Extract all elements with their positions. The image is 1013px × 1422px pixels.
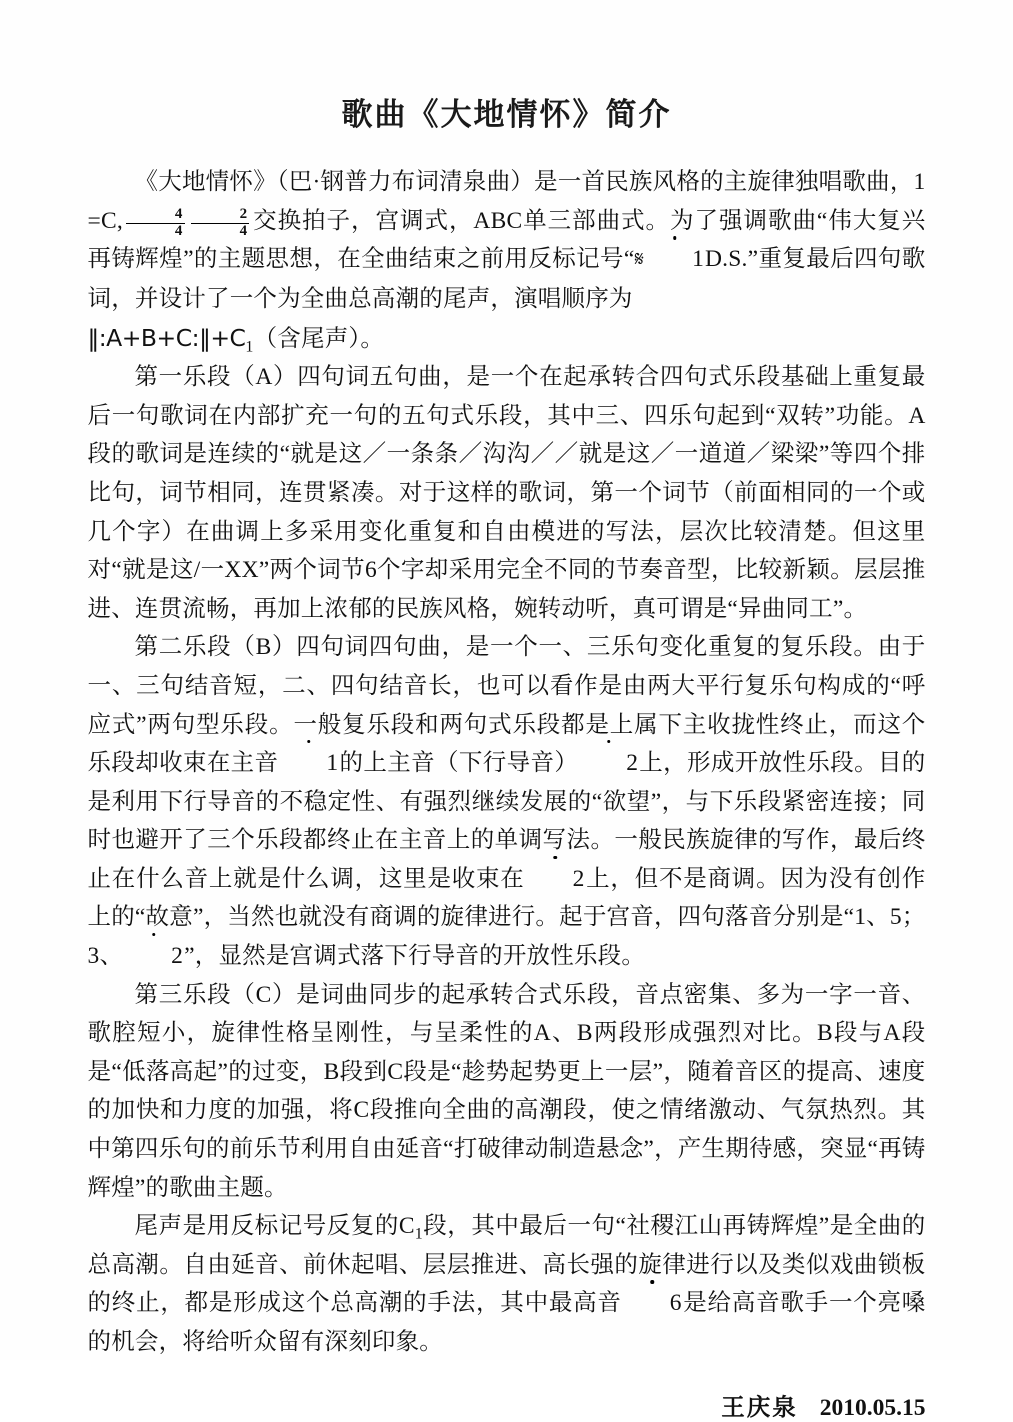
time-signature-2-4-numerator: 2 (191, 207, 250, 224)
section-b-text-part-1: 第二乐段（B）四句词四句曲，是一个一、三乐句变化重复的复乐段。由于一、三句结音短，二、四句结音长，也可以看作是由两大平行复乐句构成的“呼应式”两句型乐段。一般复乐段和两句式乐段都是上属下主收拢性终止，而这个乐段却收束在主音 (87, 634, 926, 777)
author-name: 王庆泉 (721, 1394, 798, 1421)
jianpu-note-re-high-1: 2 (578, 744, 639, 783)
intro-text-part-1: 《大地情怀》（巴·钢普力布词清泉曲）是一首民族风格的主旋律独唱歌曲，1=C, (87, 169, 926, 234)
paragraph-coda (88, 1207, 926, 1361)
ds-jianpu-note: 1 (644, 240, 705, 279)
jianpu-note-la-high: 6 (622, 1284, 683, 1323)
page-title: 歌曲《大地情怀》简介 (341, 97, 672, 132)
performance-sequence-suffix: （含尾声）。 (253, 325, 385, 352)
performance-sequence-prefix: ‖:A+B+C:‖+C (87, 323, 246, 352)
paragraph-section-b (88, 628, 926, 975)
section-b-text-part-2: 的上主音（下行导音） (339, 750, 579, 777)
coda-section-subscript: 1 (414, 1225, 423, 1243)
time-signature-4-4 (126, 207, 185, 240)
document-date: 2010.05.15 (819, 1394, 926, 1421)
section-b-text-part-4: 上，但不是商调。因为没有创作上的“故意”，当然也就没有商调的旋律进行。起于宫音，四句落音分别是“1、5；3、 (87, 865, 926, 970)
segno-icon: 𝄋 (634, 247, 645, 273)
intro-text-part-3: 重复最后四句歌词，并设计了一个为全曲总高潮的尾声，演唱顺序为 (87, 246, 926, 312)
jianpu-note-do-high: 1 (278, 744, 339, 783)
time-signature-2-4-denominator: 4 (239, 222, 248, 239)
time-signature-4-4-denominator: 4 (174, 222, 183, 239)
intro-text-part-2: 交换拍子，宫调式，ABC单三部曲式。为了强调歌曲“伟大复兴再铸辉煌”的主题思想，在全曲结束之前用反标记号“ (87, 207, 926, 273)
paragraph-section-a: 第一乐段（A）四句词五句曲，是一个在起承转合四句式乐段基础上重复最后一句歌词在内部扩充一句的五句式乐段，其中三、四乐句起到“双转”功能。A段的歌词是连续的“就是这／一条条／沟沟／／就是这／一道道／梁梁”等四个排比句，词节相同，连贯紧凑。对于这样的歌词，第一个词节（前面相同的一个或几个字）在曲调上多采用变化重复和自由模进的写法，层次比较清楚。但这里对“就是这/一XX”两个词节6个字却采用完全不同的节奏音型，比较新颖。层层推进、连贯流畅，再加上浓郁的民族风格，婉转动听，真可谓是“异曲同工”。 (87, 364, 926, 622)
time-signature-4-4-numerator: 4 (126, 207, 185, 224)
article-body (88, 133, 926, 1361)
jianpu-note-re-high-3: 2 (123, 937, 184, 976)
paragraph-section-c: 第三乐段（C）是词曲同步的起承转合式乐段，音点密集、多为一字一音、歌腔短小，旋律性格呈刚性，与呈柔性的A、B两段形成强烈对比。B段与A段是“低落高起”的过变，B段到C段是“趁势起势更上一层”，随着音区的提高、速度的加快和力度的加强，将C段推向全曲的高潮段，使之情绪激动、气氛热烈。其中第四乐句的前乐节利用自由延音“打破律动制造悬念”，产生期待感，突显“再铸辉煌”的歌曲主题。 (87, 981, 926, 1201)
paragraph-intro (88, 163, 926, 358)
coda-text-part-1: 尾声是用反标记号反复的C (134, 1213, 415, 1240)
coda-text-part-3: 是给高音歌手一个亮嗓的机会，将给听众留有深刻印象。 (87, 1290, 926, 1355)
jianpu-note-re-high-2: 2 (525, 860, 586, 899)
section-b-text-part-3: 上，形成开放性乐段。目的是利用下行导音的不稳定性、有强烈继续发展的“欲望”，与下乐段紧密连接；同时也避开了三个乐段都终止在主音上的单调写法。一般民族旋律的写作，最后终止在什么音上就是什么调，这里是收束在 (87, 750, 926, 892)
ds-label: D.S.” (705, 246, 759, 273)
performance-sequence-subscript: 1 (245, 338, 254, 356)
signature-line (88, 1362, 926, 1422)
coda-text-part-2: 段，其中最后一句“社稷江山再铸辉煌”是全曲的总高潮。自由延音、前休起唱、层层推进、高长强的旋律进行以及类似戏曲锁板的终止，都是形成这个总高潮的手法，其中最高音 (87, 1213, 926, 1317)
time-signature-2-4 (191, 207, 250, 240)
section-b-text-part-5: ”，显然是宫调式落下行导音的开放性乐段。 (184, 943, 646, 970)
